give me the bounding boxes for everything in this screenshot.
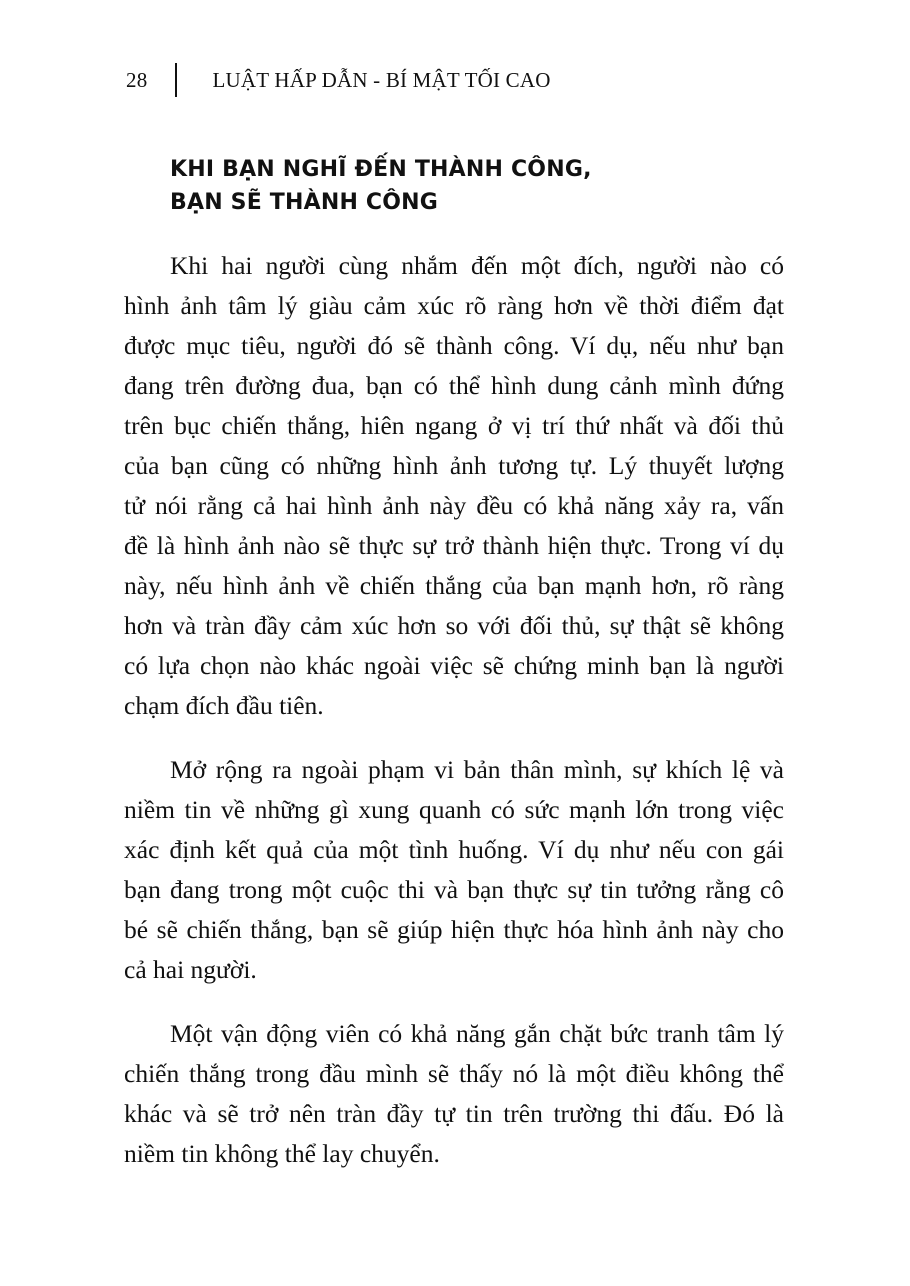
running-header [126, 62, 551, 98]
paragraph-line: Mở rộng ra ngoài phạm vi bản thân mình, sự khích lệ và [170, 755, 784, 784]
paragraph-line: của bạn cũng có những hình ảnh tương tự. Lý thuyết lượng [124, 451, 784, 480]
paragraph-line: xác định kết quả của một tình huống. Ví dụ như nếu con gái [124, 835, 784, 864]
paragraph-line: trên bục chiến thắng, hiên ngang ở vị trí thứ nhất và đối thủ [124, 411, 784, 440]
paragraph-line: có lựa chọn nào khác ngoài việc sẽ chứng minh bạn là người [124, 651, 784, 680]
section-title-line: KHI BẠN NGHĨ ĐẾN THÀNH CÔNG, [170, 157, 592, 182]
paragraph-line: Khi hai người cùng nhắm đến một đích, người nào có [170, 251, 784, 280]
paragraph-line: đề là hình ảnh nào sẽ thực sự trở thành hiện thực. Trong ví dụ [124, 531, 784, 560]
paragraph-line: chạm đích đầu tiên. [124, 691, 324, 720]
page-number: 28 [126, 67, 148, 92]
paragraph-2 [124, 750, 784, 990]
paragraph-line: bạn đang trong một cuộc thi và bạn thực sự tin tưởng rằng cô [124, 875, 784, 904]
paragraph-line: khác và sẽ trở nên tràn đầy tự tin trên trường thi đấu. Đó là [124, 1099, 784, 1128]
paragraph-line: Một vận động viên có khả năng gắn chặt bức tranh tâm lý [170, 1019, 784, 1048]
paragraph-line: hơn và tràn đầy cảm xúc hơn so với đối thủ, sự thật sẽ không [124, 611, 784, 640]
paragraph-line: chiến thắng trong đầu mình sẽ thấy nó là một điều không thể [124, 1059, 784, 1088]
paragraph-line: này, nếu hình ảnh về chiến thắng của bạn mạnh hơn, rõ ràng [124, 571, 784, 600]
paragraph-line: tử nói rằng cả hai hình ảnh này đều có khả năng xảy ra, vấn [124, 491, 784, 520]
paragraph-line: được mục tiêu, người đó sẽ thành công. Ví dụ, nếu như bạn [124, 331, 784, 360]
paragraph-1 [124, 246, 784, 726]
paragraph-line: bé sẽ chiến thắng, bạn sẽ giúp hiện thực hóa hình ảnh này cho [124, 915, 784, 944]
paragraph-line: niềm tin về những gì xung quanh có sức mạnh lớn trong việc [124, 795, 784, 824]
header-divider [175, 63, 177, 97]
section-title [170, 153, 820, 219]
paragraph-line: cả hai người. [124, 955, 257, 984]
paragraph-line: đang trên đường đua, bạn có thể hình dung cảnh mình đứng [124, 371, 784, 400]
paragraph-line: niềm tin không thể lay chuyển. [124, 1139, 440, 1168]
body-text [124, 246, 784, 1198]
section-title-line: BẠN SẼ THÀNH CÔNG [170, 190, 439, 215]
paragraph-3 [124, 1014, 784, 1174]
paragraph-line: hình ảnh tâm lý giàu cảm xúc rõ ràng hơn về thời điểm đạt [124, 291, 784, 320]
book-title: LUẬT HẤP DẪN - BÍ MẬT TỐI CAO [212, 67, 551, 92]
